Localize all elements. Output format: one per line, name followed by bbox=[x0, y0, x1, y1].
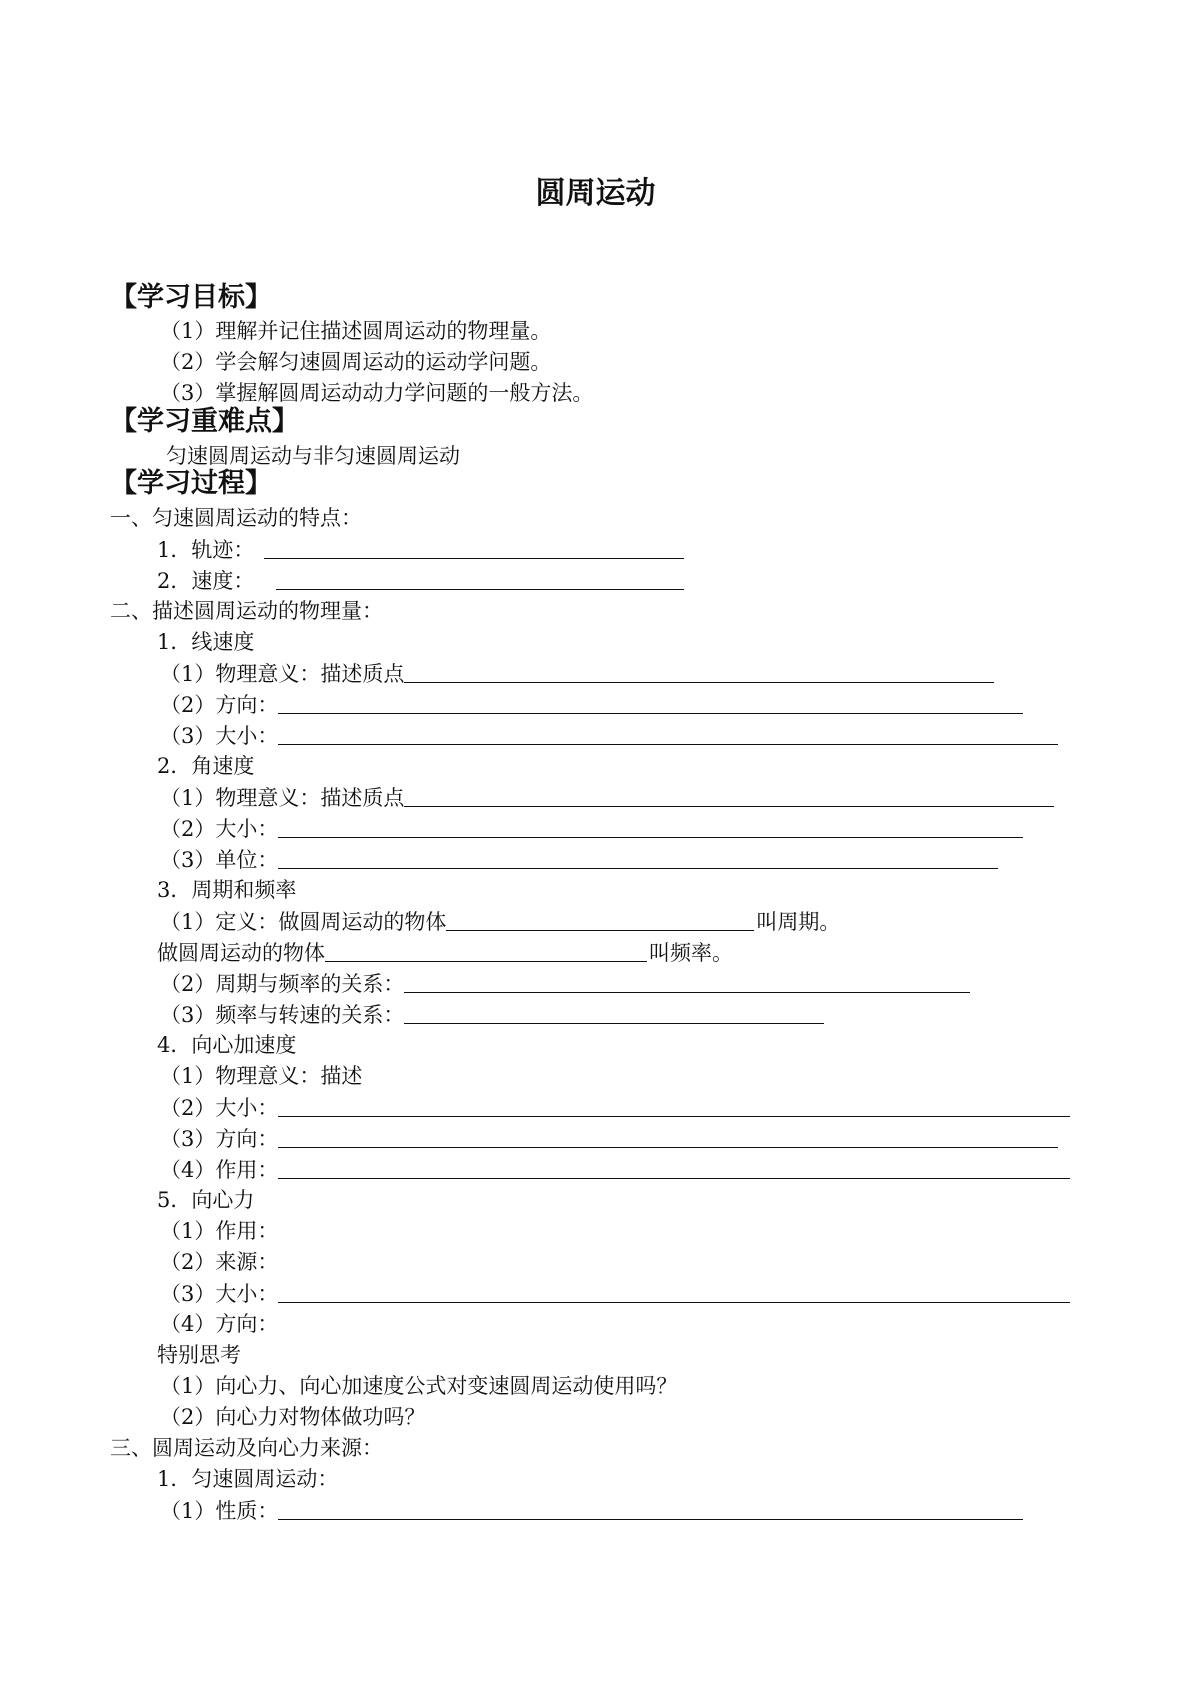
fill-line-frequency-definition bbox=[157, 939, 733, 966]
fill-line-trajectory bbox=[157, 536, 684, 563]
fill-line-ucm-nature bbox=[160, 1497, 1023, 1524]
answer-blank[interactable] bbox=[278, 1280, 1070, 1303]
key-points-text: 匀速圆周运动与非匀速圆周运动 bbox=[166, 444, 460, 468]
fill-line-lv-magnitude bbox=[160, 722, 1058, 749]
fill-line-lv-meaning bbox=[160, 660, 994, 687]
objective-item: （2）学会解匀速圆周运动的运动学问题。 bbox=[160, 350, 552, 374]
fill-line-period-definition bbox=[160, 908, 840, 935]
answer-blank[interactable] bbox=[278, 1125, 1058, 1148]
special-thinking-title: 特别思考 bbox=[157, 1343, 241, 1367]
fill-line-ca-direction bbox=[160, 1125, 1058, 1152]
process-heading: 【学习过程】 bbox=[110, 468, 272, 499]
line-label: （3）单位： bbox=[160, 848, 279, 872]
line-label: （3）方向： bbox=[160, 1127, 279, 1151]
subsection-centripetal-acceleration: 4．向心加速度 bbox=[157, 1033, 297, 1057]
line-label: （1）物理意义：描述质点 bbox=[160, 662, 405, 686]
text-cf-direction: （4）方向： bbox=[160, 1312, 279, 1336]
section-2-title: 二、描述圆周运动的物理量： bbox=[110, 599, 383, 623]
fill-line-av-meaning bbox=[160, 784, 1054, 811]
fill-line-velocity bbox=[157, 567, 684, 594]
subsection-angular-velocity: 2．角速度 bbox=[157, 754, 255, 778]
line-label: 做圆周运动的物体 bbox=[157, 941, 325, 965]
answer-blank[interactable] bbox=[278, 815, 1023, 838]
answer-blank[interactable] bbox=[404, 1001, 824, 1024]
line-label: （4）作用： bbox=[160, 1158, 279, 1182]
answer-blank[interactable] bbox=[325, 939, 647, 962]
document-title: 圆周运动 bbox=[535, 176, 656, 211]
text-cf-effect: （1）作用： bbox=[160, 1219, 279, 1243]
section-3-title: 三、圆周运动及向心力来源： bbox=[110, 1436, 383, 1460]
line-label: 1．轨迹： bbox=[157, 538, 255, 562]
line-label: （3）大小： bbox=[160, 724, 279, 748]
subsection-period-frequency: 3．周期和频率 bbox=[157, 878, 297, 902]
key-points-heading: 【学习重难点】 bbox=[110, 406, 299, 437]
thinking-question: （1）向心力、向心加速度公式对变速圆周运动使用吗？ bbox=[160, 1374, 678, 1398]
fill-line-period-frequency-relation bbox=[160, 970, 970, 997]
objective-item: （3）掌握解圆周运动动力学问题的一般方法。 bbox=[160, 381, 594, 405]
objective-item: （1）理解并记住描述圆周运动的物理量。 bbox=[160, 319, 552, 343]
line-label: （3）频率与转速的关系： bbox=[160, 1003, 405, 1027]
line-suffix: 叫频率。 bbox=[649, 941, 733, 965]
text-cf-source: （2）来源： bbox=[160, 1250, 279, 1274]
line-label: （2）周期与频率的关系： bbox=[160, 972, 405, 996]
thinking-question: （2）向心力对物体做功吗？ bbox=[160, 1405, 426, 1429]
line-label: （3）大小： bbox=[160, 1282, 279, 1306]
line-label: （1）物理意义：描述质点 bbox=[160, 786, 405, 810]
line-label: （2）大小： bbox=[160, 1096, 279, 1120]
objectives-heading: 【学习目标】 bbox=[110, 282, 272, 313]
line-label: 2．速度： bbox=[157, 569, 255, 593]
answer-blank[interactable] bbox=[276, 567, 684, 590]
answer-blank[interactable] bbox=[278, 1094, 1070, 1117]
answer-blank[interactable] bbox=[278, 691, 1023, 714]
fill-line-lv-direction bbox=[160, 691, 1023, 718]
fill-line-av-magnitude bbox=[160, 815, 1023, 842]
fill-line-av-unit bbox=[160, 846, 998, 873]
fill-line-frequency-speed-relation bbox=[160, 1001, 824, 1028]
answer-blank[interactable] bbox=[278, 722, 1058, 745]
answer-blank[interactable] bbox=[278, 846, 998, 869]
answer-blank[interactable] bbox=[404, 784, 1054, 807]
text-ca-meaning: （1）物理意义：描述 bbox=[160, 1064, 363, 1088]
fill-line-ca-effect bbox=[160, 1156, 1070, 1183]
answer-blank[interactable] bbox=[404, 970, 970, 993]
fill-line-ca-magnitude bbox=[160, 1094, 1070, 1121]
line-label: （2）大小： bbox=[160, 817, 279, 841]
subsection-centripetal-force: 5．向心力 bbox=[157, 1188, 255, 1212]
answer-blank[interactable] bbox=[264, 536, 684, 559]
fill-line-cf-magnitude bbox=[160, 1280, 1070, 1307]
answer-blank[interactable] bbox=[446, 908, 754, 931]
section-1-title: 一、匀速圆周运动的特点： bbox=[110, 506, 362, 530]
line-label: （1）性质： bbox=[160, 1499, 279, 1523]
line-label: （2）方向： bbox=[160, 693, 279, 717]
answer-blank[interactable] bbox=[278, 1156, 1070, 1179]
answer-blank[interactable] bbox=[278, 1497, 1023, 1520]
subsection-uniform-circular-motion: 1．匀速圆周运动： bbox=[157, 1467, 339, 1491]
subsection-linear-velocity: 1．线速度 bbox=[157, 630, 255, 654]
line-suffix: 叫周期。 bbox=[756, 910, 841, 934]
answer-blank[interactable] bbox=[404, 660, 994, 683]
line-label: （1）定义：做圆周运动的物体 bbox=[160, 910, 447, 934]
